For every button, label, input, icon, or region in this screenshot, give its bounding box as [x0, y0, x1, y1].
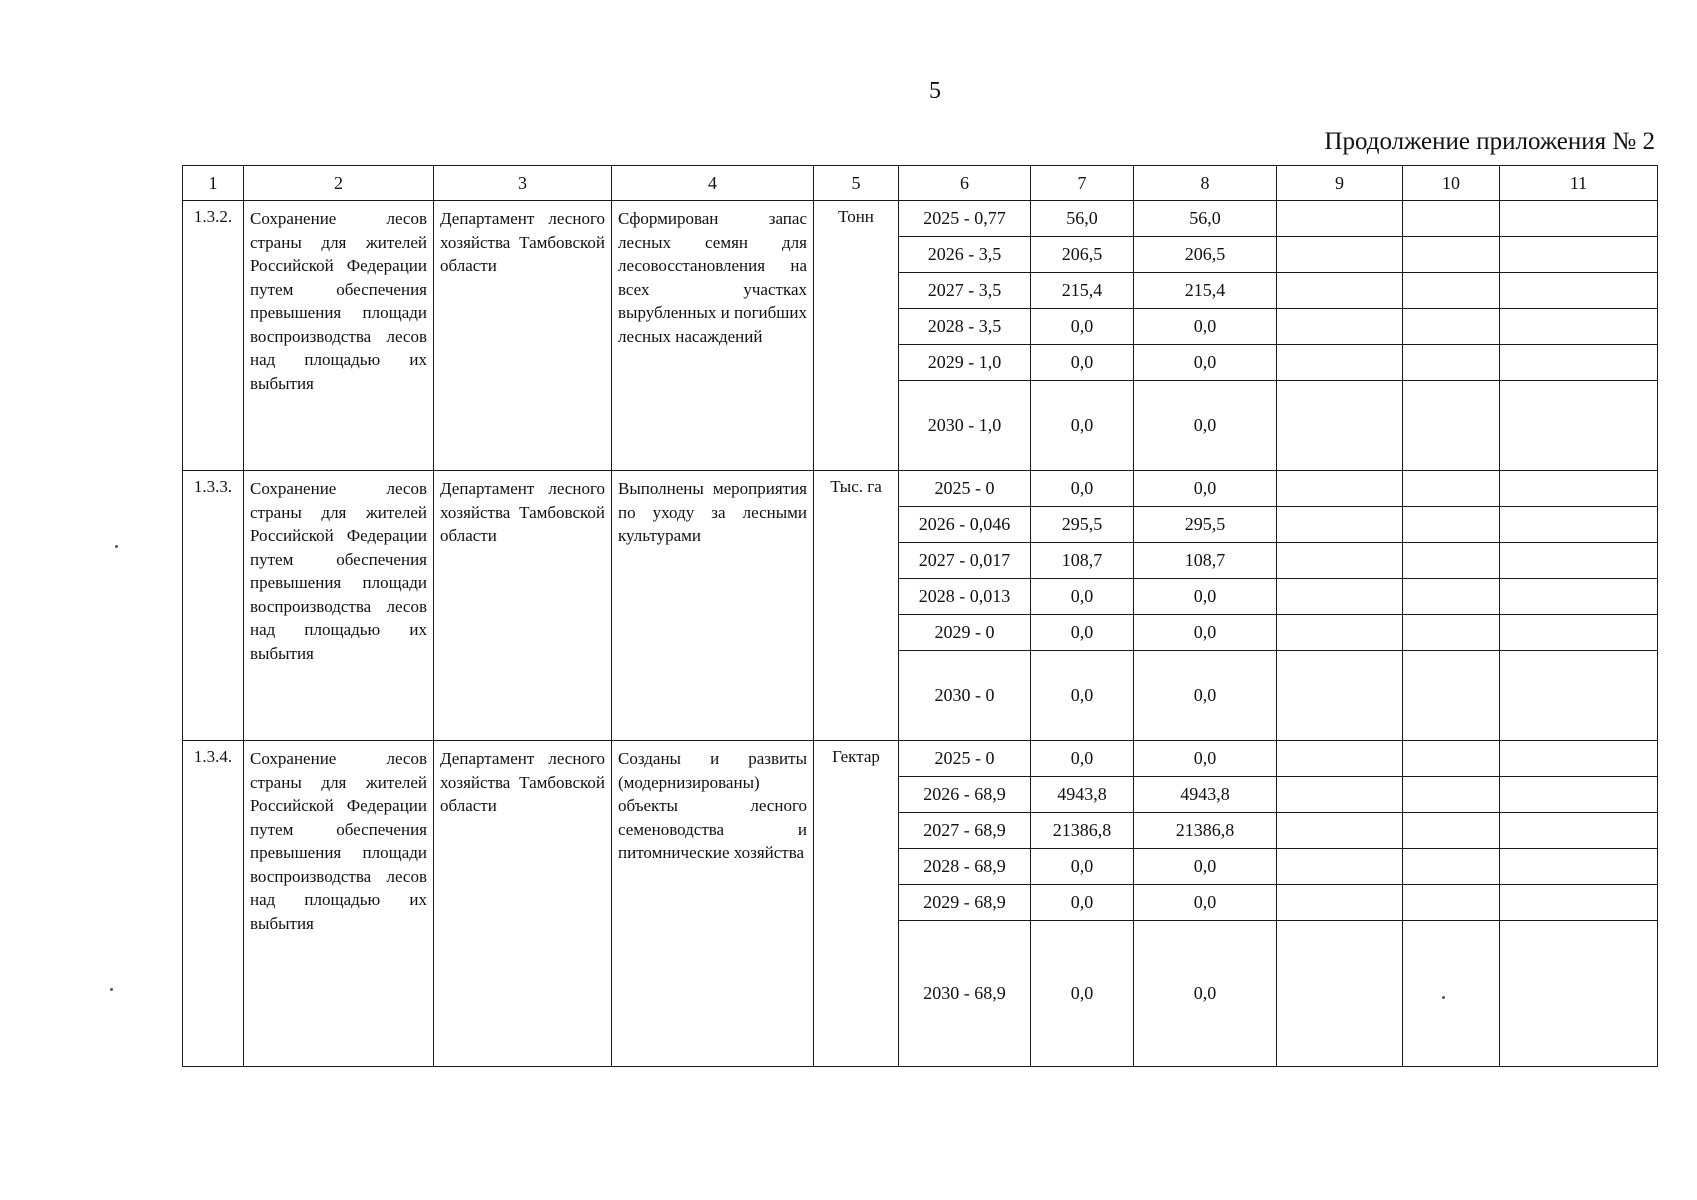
- empty-cell: [1500, 543, 1658, 579]
- column-header-7: 7: [1031, 166, 1134, 201]
- empty-cell: [1500, 579, 1658, 615]
- col7-value: 0,0: [1031, 471, 1134, 507]
- col8-value: 0,0: [1134, 849, 1277, 885]
- empty-cell: [1403, 741, 1500, 777]
- empty-cell: [1277, 237, 1403, 273]
- item-number: 1.3.2.: [183, 201, 244, 471]
- table-row: [183, 201, 1658, 237]
- col8-value: 0,0: [1134, 579, 1277, 615]
- year-value: 2030 - 0: [899, 651, 1031, 741]
- empty-cell: [1277, 651, 1403, 741]
- col8-value: 108,7: [1134, 543, 1277, 579]
- col7-value: 0,0: [1031, 651, 1134, 741]
- page-number: 5: [929, 78, 941, 104]
- empty-cell: [1500, 471, 1658, 507]
- col7-value: 0,0: [1031, 381, 1134, 471]
- scan-speck: [1442, 996, 1445, 999]
- empty-cell: [1500, 507, 1658, 543]
- empty-cell: [1500, 849, 1658, 885]
- empty-cell: [1277, 507, 1403, 543]
- col8-value: 0,0: [1134, 921, 1277, 1067]
- empty-cell: [1277, 777, 1403, 813]
- col8-value: 215,4: [1134, 273, 1277, 309]
- empty-cell: [1277, 273, 1403, 309]
- col8-value: 0,0: [1134, 885, 1277, 921]
- column-header-9: 9: [1277, 166, 1403, 201]
- item-name: Сохранение лесов страны для жителей Российской Федерации путем обеспечения превышения площади воспроизводства лесов над площадью их выбытия: [244, 741, 434, 1067]
- year-value: 2030 - 1,0: [899, 381, 1031, 471]
- empty-cell: [1403, 615, 1500, 651]
- year-value: 2027 - 0,017: [899, 543, 1031, 579]
- column-header-1: 1: [183, 166, 244, 201]
- empty-cell: [1500, 777, 1658, 813]
- empty-cell: [1500, 921, 1658, 1067]
- item-number: 1.3.4.: [183, 741, 244, 1067]
- item-number: 1.3.3.: [183, 471, 244, 741]
- col8-value: 295,5: [1134, 507, 1277, 543]
- empty-cell: [1403, 237, 1500, 273]
- col7-value: 108,7: [1031, 543, 1134, 579]
- col8-value: 0,0: [1134, 741, 1277, 777]
- empty-cell: [1277, 813, 1403, 849]
- empty-cell: [1277, 201, 1403, 237]
- table-row: [183, 471, 1658, 507]
- empty-cell: [1403, 543, 1500, 579]
- item-unit: Тонн: [814, 201, 899, 471]
- empty-cell: [1277, 345, 1403, 381]
- appendix-continuation-note: Продолжение приложения № 2: [1324, 128, 1655, 155]
- item-name: Сохранение лесов страны для жителей Российской Федерации путем обеспечения превышения площади воспроизводства лесов над площадью их выбытия: [244, 201, 434, 471]
- empty-cell: [1403, 849, 1500, 885]
- item-result: Созданы и развиты (модернизированы) объекты лесного семеноводства и питомнические хозяйства: [612, 741, 814, 1067]
- empty-cell: [1500, 651, 1658, 741]
- empty-cell: [1500, 309, 1658, 345]
- empty-cell: [1500, 201, 1658, 237]
- item-name: Сохранение лесов страны для жителей Российской Федерации путем обеспечения превышения площади воспроизводства лесов над площадью их выбытия: [244, 471, 434, 741]
- col7-value: 0,0: [1031, 345, 1134, 381]
- empty-cell: [1277, 381, 1403, 471]
- item-department: Департамент лесного хозяйства Тамбовской области: [434, 471, 612, 741]
- year-value: 2026 - 3,5: [899, 237, 1031, 273]
- table-row: [183, 741, 1658, 777]
- col8-value: 0,0: [1134, 345, 1277, 381]
- col7-value: 0,0: [1031, 579, 1134, 615]
- col7-value: 215,4: [1031, 273, 1134, 309]
- empty-cell: [1500, 273, 1658, 309]
- empty-cell: [1403, 201, 1500, 237]
- column-header-11: 11: [1500, 166, 1658, 201]
- empty-cell: [1277, 921, 1403, 1067]
- empty-cell: [1403, 579, 1500, 615]
- col7-value: 0,0: [1031, 921, 1134, 1067]
- col7-value: 0,0: [1031, 849, 1134, 885]
- col7-value: 295,5: [1031, 507, 1134, 543]
- col7-value: 0,0: [1031, 885, 1134, 921]
- empty-cell: [1277, 615, 1403, 651]
- col8-value: 4943,8: [1134, 777, 1277, 813]
- empty-cell: [1277, 885, 1403, 921]
- column-header-3: 3: [434, 166, 612, 201]
- col8-value: 21386,8: [1134, 813, 1277, 849]
- item-department: Департамент лесного хозяйства Тамбовской области: [434, 741, 612, 1067]
- scan-speck: [110, 988, 113, 991]
- item-result: Сформирован запас лесных семян для лесовосстановления на всех участках вырубленных и погибших лесных насаждений: [612, 201, 814, 471]
- scan-speck: [115, 545, 118, 548]
- year-value: 2027 - 3,5: [899, 273, 1031, 309]
- col8-value: 206,5: [1134, 237, 1277, 273]
- item-unit: Тыс. га: [814, 471, 899, 741]
- item-department: Департамент лесного хозяйства Тамбовской области: [434, 201, 612, 471]
- year-value: 2029 - 68,9: [899, 885, 1031, 921]
- col8-value: 0,0: [1134, 309, 1277, 345]
- empty-cell: [1403, 651, 1500, 741]
- col7-value: 4943,8: [1031, 777, 1134, 813]
- year-value: 2028 - 68,9: [899, 849, 1031, 885]
- column-header-5: 5: [814, 166, 899, 201]
- col7-value: 0,0: [1031, 615, 1134, 651]
- col8-value: 0,0: [1134, 651, 1277, 741]
- empty-cell: [1500, 381, 1658, 471]
- year-value: 2029 - 1,0: [899, 345, 1031, 381]
- year-value: 2029 - 0: [899, 615, 1031, 651]
- empty-cell: [1277, 741, 1403, 777]
- col7-value: 0,0: [1031, 309, 1134, 345]
- col8-value: 56,0: [1134, 201, 1277, 237]
- empty-cell: [1403, 885, 1500, 921]
- program-table: [182, 165, 1658, 1067]
- column-header-2: 2: [244, 166, 434, 201]
- col7-value: 206,5: [1031, 237, 1134, 273]
- item-unit: Гектар: [814, 741, 899, 1067]
- col7-value: 56,0: [1031, 201, 1134, 237]
- empty-cell: [1500, 741, 1658, 777]
- item-result: Выполнены мероприятия по уходу за лесными культурами: [612, 471, 814, 741]
- col8-value: 0,0: [1134, 615, 1277, 651]
- column-header-4: 4: [612, 166, 814, 201]
- year-value: 2028 - 0,013: [899, 579, 1031, 615]
- empty-cell: [1403, 471, 1500, 507]
- empty-cell: [1500, 345, 1658, 381]
- empty-cell: [1277, 849, 1403, 885]
- header-row: [183, 166, 1658, 201]
- empty-cell: [1500, 813, 1658, 849]
- empty-cell: [1403, 813, 1500, 849]
- year-value: 2026 - 0,046: [899, 507, 1031, 543]
- col7-value: 0,0: [1031, 741, 1134, 777]
- empty-cell: [1403, 507, 1500, 543]
- col8-value: 0,0: [1134, 381, 1277, 471]
- empty-cell: [1403, 309, 1500, 345]
- empty-cell: [1403, 345, 1500, 381]
- empty-cell: [1403, 273, 1500, 309]
- empty-cell: [1277, 471, 1403, 507]
- empty-cell: [1277, 309, 1403, 345]
- column-header-6: 6: [899, 166, 1031, 201]
- col8-value: 0,0: [1134, 471, 1277, 507]
- year-value: 2025 - 0: [899, 471, 1031, 507]
- year-value: 2030 - 68,9: [899, 921, 1031, 1067]
- empty-cell: [1403, 381, 1500, 471]
- empty-cell: [1403, 777, 1500, 813]
- year-value: 2027 - 68,9: [899, 813, 1031, 849]
- empty-cell: [1500, 237, 1658, 273]
- empty-cell: [1500, 615, 1658, 651]
- year-value: 2025 - 0: [899, 741, 1031, 777]
- empty-cell: [1277, 579, 1403, 615]
- year-value: 2028 - 3,5: [899, 309, 1031, 345]
- column-header-8: 8: [1134, 166, 1277, 201]
- empty-cell: [1500, 885, 1658, 921]
- empty-cell: [1277, 543, 1403, 579]
- col7-value: 21386,8: [1031, 813, 1134, 849]
- column-header-10: 10: [1403, 166, 1500, 201]
- empty-cell: [1403, 921, 1500, 1067]
- year-value: 2026 - 68,9: [899, 777, 1031, 813]
- year-value: 2025 - 0,77: [899, 201, 1031, 237]
